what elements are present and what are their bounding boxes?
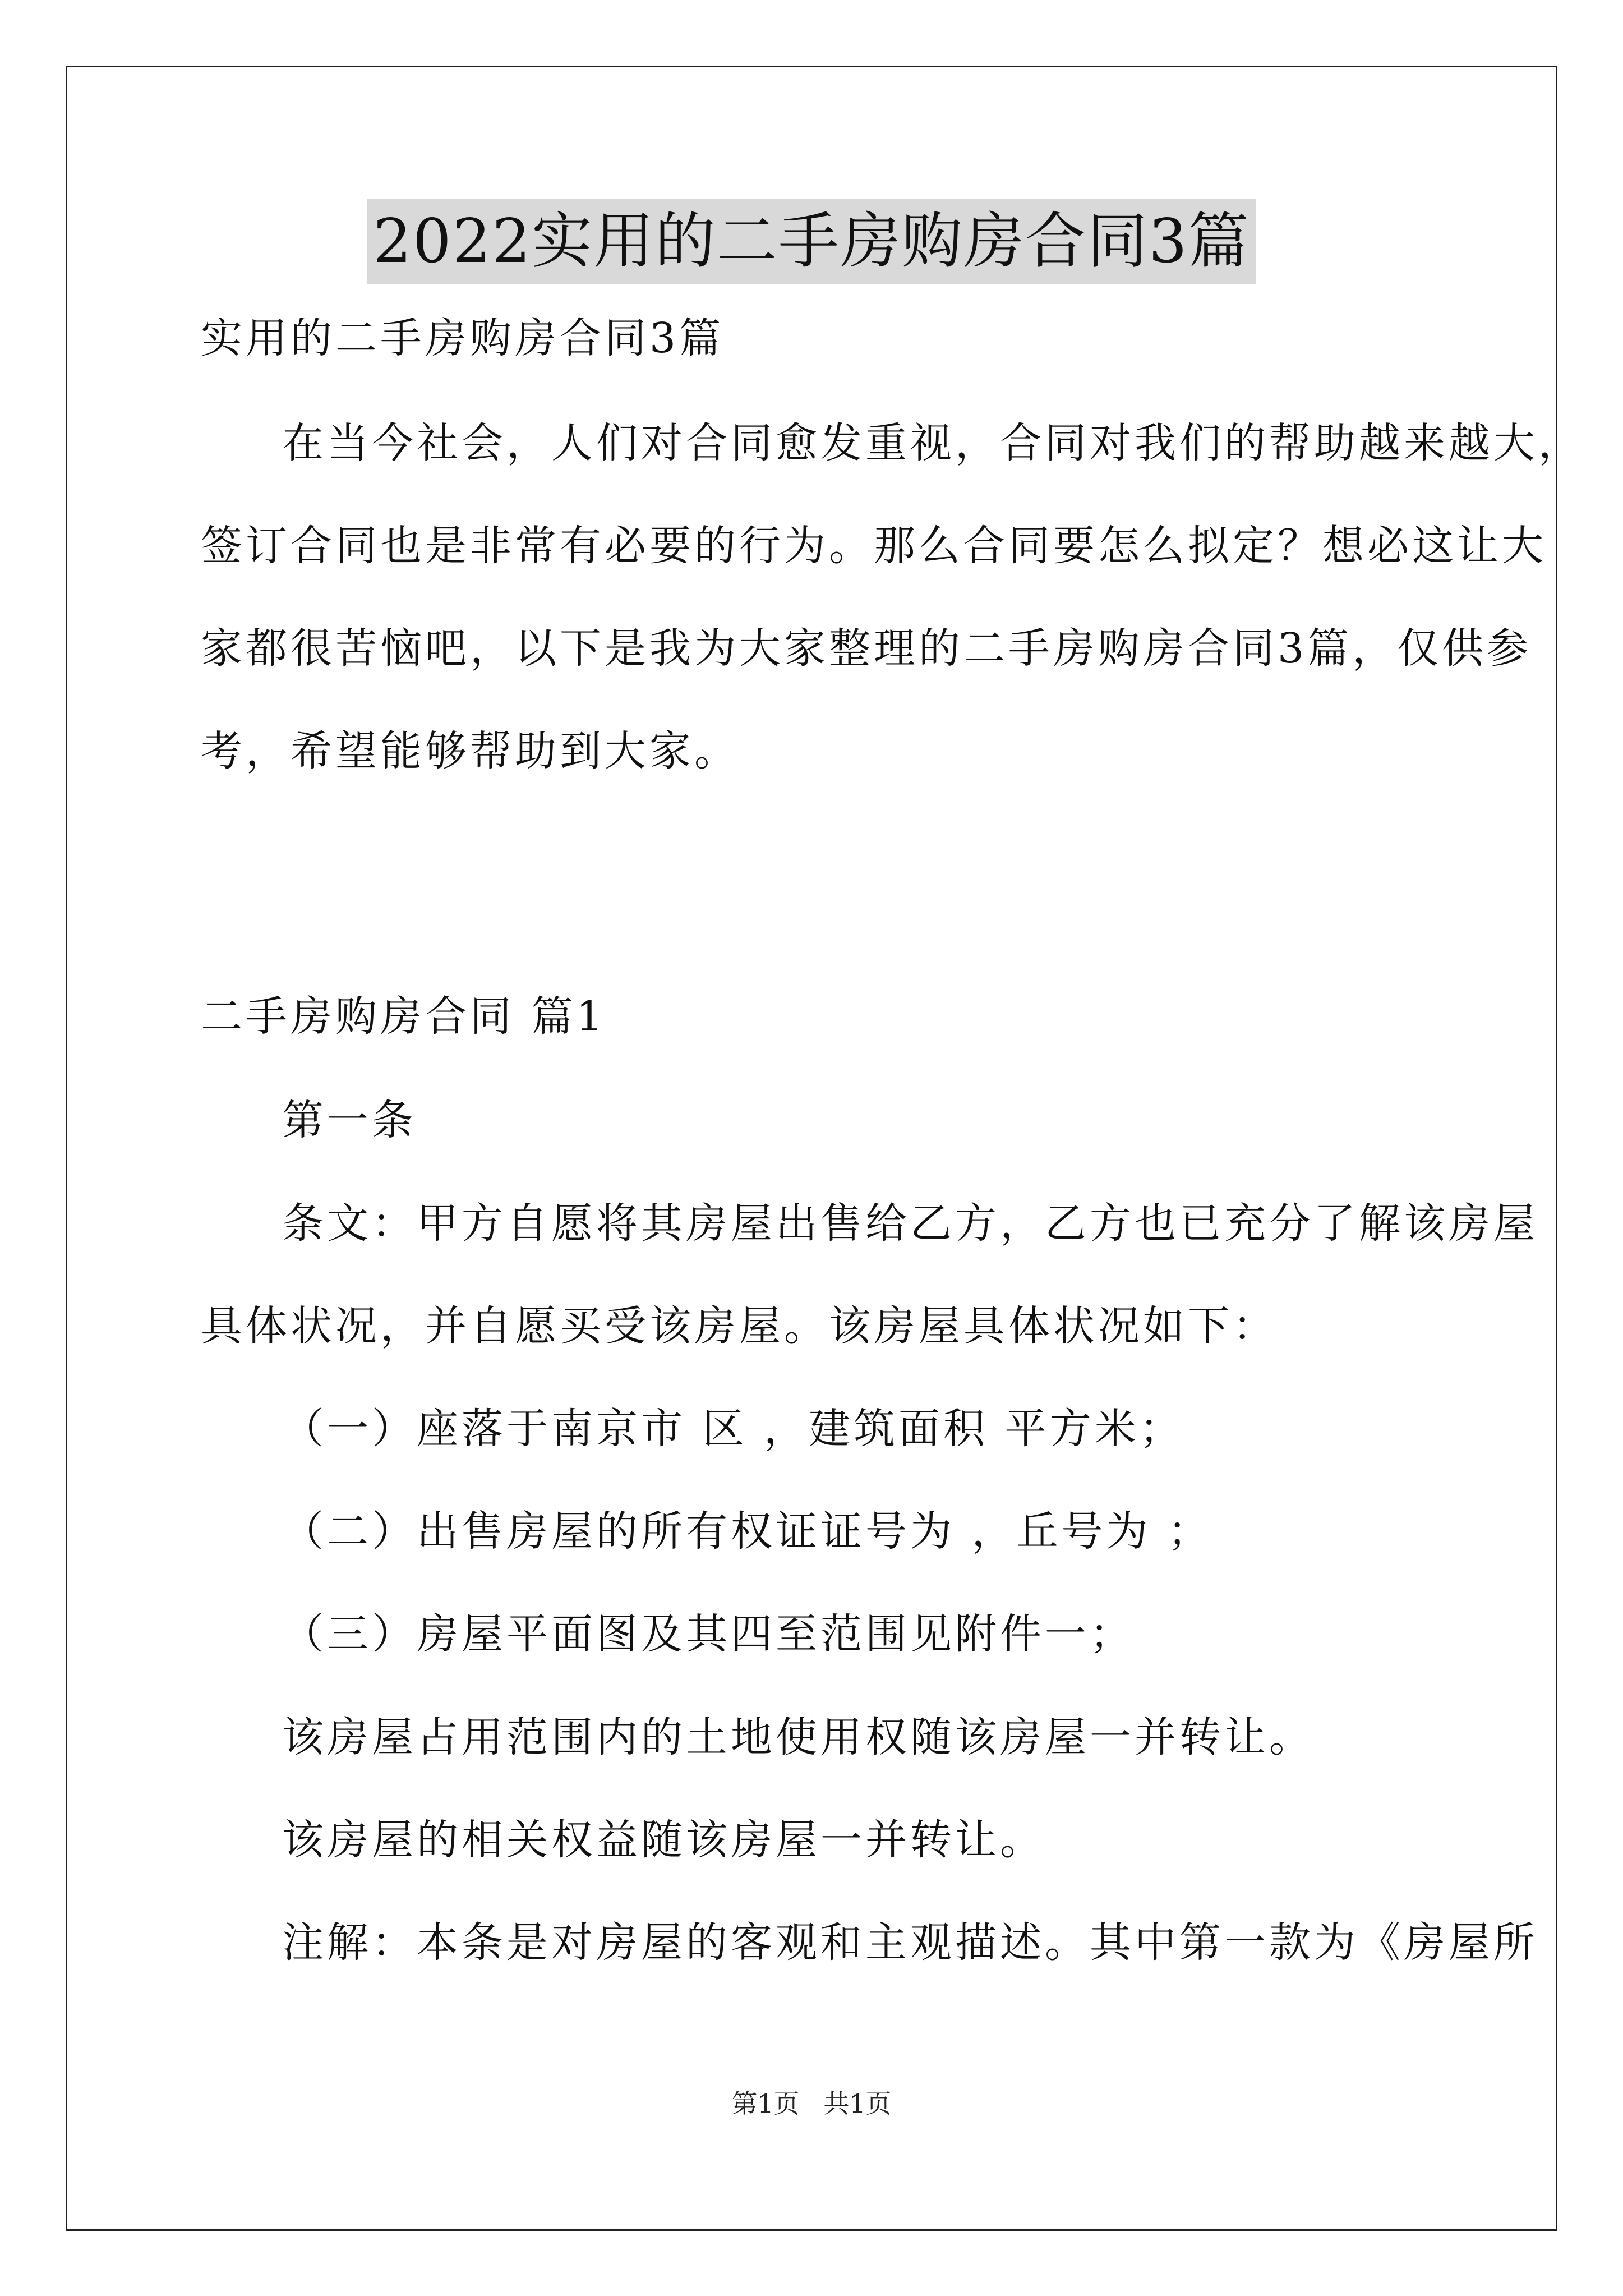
list-item: （二）出售房屋的所有权证证号为 ，丘号为 ； — [282, 1507, 1213, 1556]
section-heading: 二手房购房合同 篇1 — [201, 992, 606, 1041]
page-border — [66, 66, 1557, 2231]
paragraph-line: 注解：本条是对房屋的客观和主观描述。其中第一款为《房屋所 — [282, 1918, 1538, 1967]
paragraph-line: 该房屋的相关权益随该房屋一并转让。 — [282, 1816, 1045, 1864]
list-item: （一）座落于南京市 区 ，建筑面积 平方米； — [282, 1405, 1184, 1453]
paragraph-line: 考，希望能够帮助到大家。 — [201, 727, 739, 775]
title-container — [0, 199, 1623, 284]
page-footer — [0, 2087, 1623, 2120]
subtitle-line: 实用的二手房购房合同3篇 — [201, 314, 725, 362]
paragraph-line: 该房屋占用范围内的土地使用权随该房屋一并转让。 — [282, 1713, 1314, 1761]
page-number: 第1页 — [731, 2088, 800, 2119]
paragraph-line: 条文：甲方自愿将其房屋出售给乙方，乙方也已充分了解该房屋 — [282, 1199, 1538, 1248]
paragraph-line: 签订合同也是非常有必要的行为。那么合同要怎么拟定？想必这让大 — [201, 522, 1547, 570]
list-item: （三）房屋平面图及其四至范围见附件一； — [282, 1610, 1135, 1658]
paragraph-line: 在当今社会，人们对合同愈发重视，合同对我们的帮助越来越大， — [282, 419, 1583, 467]
paragraph-line: 具体状况，并自愿买受该房屋。该房屋具体状况如下： — [201, 1302, 1278, 1350]
paragraph-line: 家都很苦恼吧，以下是我为大家整理的二手房购房合同3篇，仅供参 — [201, 624, 1532, 673]
page-total: 共1页 — [823, 2088, 892, 2119]
document-title: 2022实用的二手房购房合同3篇 — [367, 199, 1256, 284]
clause-heading: 第一条 — [282, 1096, 417, 1144]
